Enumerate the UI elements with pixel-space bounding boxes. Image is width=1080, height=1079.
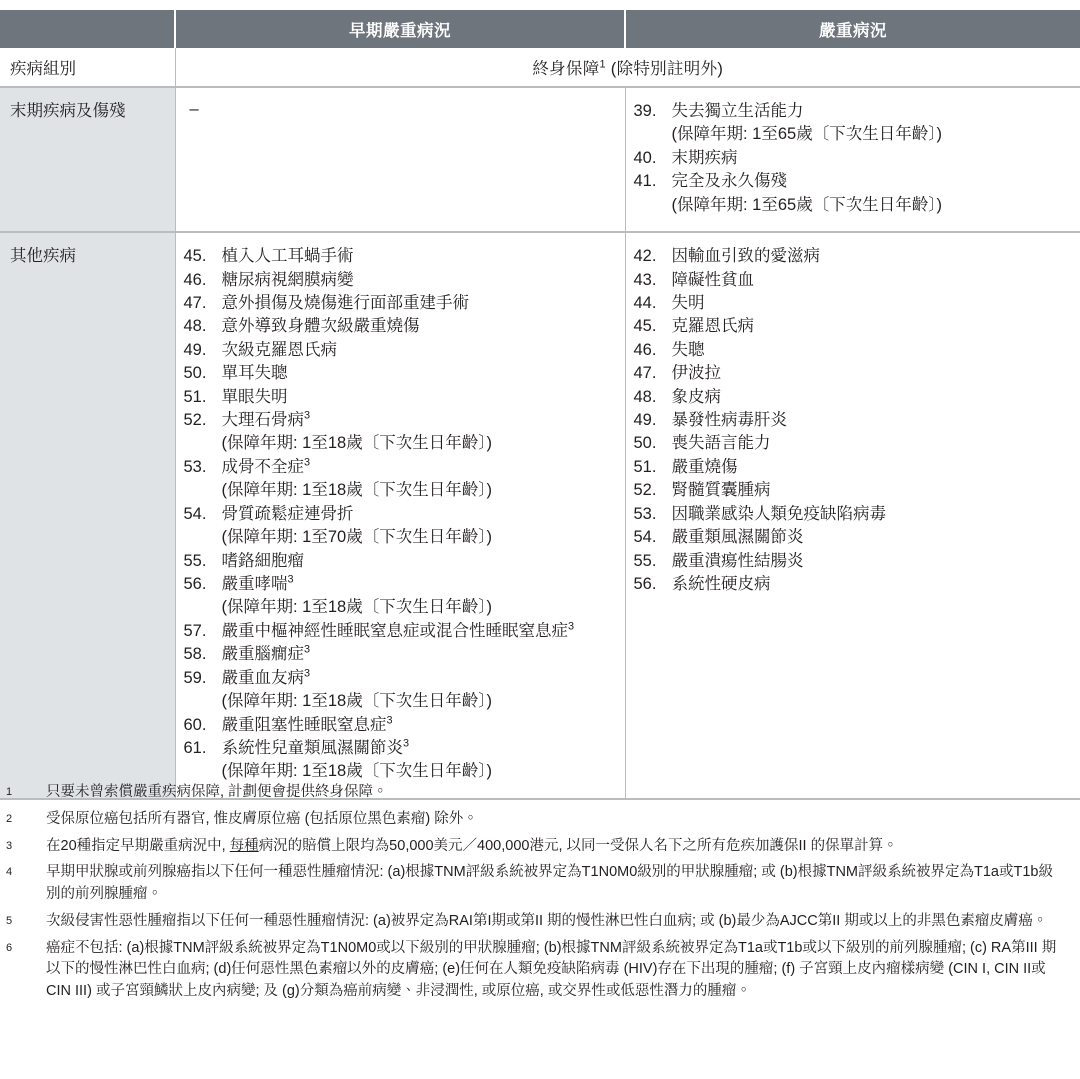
condition-body xyxy=(672,100,1073,147)
condition-number: 48. xyxy=(633,387,657,406)
row-head-other-illness: 其他疾病 xyxy=(0,232,175,799)
condition-title: 單眼失明 xyxy=(221,387,288,406)
condition-title: 嚴重腦癇症 xyxy=(221,645,304,664)
condition-number: 57. xyxy=(183,621,207,640)
condition-title: 糖尿病視網膜病變 xyxy=(221,270,354,289)
condition-number: 61. xyxy=(183,738,207,757)
condition-item xyxy=(184,339,617,362)
condition-title: 嚴重潰瘍性結腸炎 xyxy=(671,551,804,570)
condition-title: 喪失語言能力 xyxy=(671,434,771,453)
condition-body xyxy=(222,503,617,550)
condition-body xyxy=(672,479,1073,502)
condition-footnote-marker: 3 xyxy=(386,714,393,727)
condition-title: 嚴重阻塞性睡眠窒息症 xyxy=(221,715,387,734)
condition-body xyxy=(672,526,1073,549)
condition-body xyxy=(672,292,1073,315)
condition-item xyxy=(184,456,617,503)
footnote-marker: 6 xyxy=(6,941,13,954)
condition-title: 嗜鉻細胞瘤 xyxy=(221,551,304,570)
footnote-row xyxy=(0,809,1080,831)
footnote-text: 受保原位癌包括所有器官, 惟皮膚原位癌 (包括原位黑色素瘤) 除外。 xyxy=(46,810,478,827)
condition-footnote-marker: 3 xyxy=(287,573,294,586)
condition-list-severe-other xyxy=(634,245,1073,596)
condition-number: 54. xyxy=(633,528,657,547)
condition-number: 46. xyxy=(183,270,207,289)
condition-number: 60. xyxy=(183,715,207,734)
condition-item xyxy=(634,432,1073,455)
condition-number: 52. xyxy=(633,481,657,500)
condition-title: 植入人工耳蝸手術 xyxy=(221,247,354,266)
condition-item xyxy=(184,714,617,737)
condition-coverage-period: (保障年期: 1至70歲〔下次生日年齡〕) xyxy=(221,528,492,547)
disease-group-label: 疾病組別 xyxy=(0,48,175,87)
row-head-terminal-illness: 末期疾病及傷殘 xyxy=(0,87,175,232)
condition-item xyxy=(634,315,1073,338)
condition-body xyxy=(222,737,617,784)
condition-footnote-marker: 3 xyxy=(568,620,575,633)
condition-item xyxy=(184,737,617,784)
condition-list-early-other xyxy=(184,245,617,784)
condition-coverage-period: (保障年期: 1至65歲〔下次生日年齡〕) xyxy=(671,125,942,144)
condition-body xyxy=(222,620,617,643)
condition-number: 50. xyxy=(183,364,207,383)
cell-early-severe-terminal xyxy=(175,87,625,232)
condition-item xyxy=(634,170,1073,217)
cell-early-severe-other xyxy=(175,232,625,799)
condition-number: 51. xyxy=(183,387,207,406)
cell-severe-terminal xyxy=(625,87,1080,232)
condition-item xyxy=(634,362,1073,385)
condition-body xyxy=(672,315,1073,338)
condition-title: 失聰 xyxy=(671,340,705,359)
condition-body xyxy=(222,643,617,666)
footnote-text-emphasis: 每種 xyxy=(229,837,259,854)
condition-coverage-period: (保障年期: 1至18歲〔下次生日年齡〕) xyxy=(221,692,492,711)
condition-item xyxy=(634,456,1073,479)
condition-number: 49. xyxy=(633,411,657,430)
condition-item xyxy=(634,269,1073,292)
condition-title: 嚴重血友病 xyxy=(221,668,304,687)
footnote-text-pre: 在20種指定早期嚴重病況中, xyxy=(46,837,230,854)
condition-title: 象皮病 xyxy=(671,387,721,406)
condition-title: 單耳失聰 xyxy=(221,364,288,383)
condition-title: 系統性兒童類風濕關節炎 xyxy=(221,738,403,757)
condition-item xyxy=(634,526,1073,549)
table-body xyxy=(0,48,1080,799)
condition-body xyxy=(222,315,617,338)
condition-item xyxy=(184,245,617,268)
condition-title: 伊波拉 xyxy=(671,364,721,383)
condition-list-severe-terminal xyxy=(634,100,1073,217)
condition-body xyxy=(222,386,617,409)
condition-coverage-period: (保障年期: 1至18歲〔下次生日年齡〕) xyxy=(221,434,492,453)
condition-number: 56. xyxy=(633,575,657,594)
condition-number: 54. xyxy=(183,504,207,523)
condition-footnote-marker: 3 xyxy=(403,737,410,750)
condition-number: 44. xyxy=(633,293,657,312)
condition-body xyxy=(222,456,617,503)
condition-item xyxy=(634,550,1073,573)
footnote-row xyxy=(0,782,1080,804)
condition-item xyxy=(184,573,617,620)
header-cell-blank xyxy=(0,10,175,48)
condition-title: 因職業感染人類免疫缺陷病毒 xyxy=(671,504,886,523)
condition-number: 43. xyxy=(633,270,657,289)
condition-item xyxy=(634,147,1073,170)
condition-number: 40. xyxy=(633,148,657,167)
footnote-row xyxy=(0,911,1080,933)
condition-body xyxy=(672,269,1073,292)
condition-number: 52. xyxy=(183,411,207,430)
cell-severe-other xyxy=(625,232,1080,799)
condition-number: 55. xyxy=(183,551,207,570)
table-header-row xyxy=(0,10,1080,48)
condition-title: 意外導致身體次級嚴重燒傷 xyxy=(221,317,420,336)
condition-title: 骨質疏鬆症連骨折 xyxy=(221,504,354,523)
condition-item xyxy=(634,386,1073,409)
condition-title: 次級克羅恩氏病 xyxy=(221,340,337,359)
condition-title: 意外損傷及燒傷進行面部重建手術 xyxy=(221,293,469,312)
condition-body xyxy=(222,550,617,573)
condition-item xyxy=(184,503,617,550)
condition-body xyxy=(672,503,1073,526)
condition-title: 腎髓質囊腫病 xyxy=(671,481,771,500)
condition-coverage-period: (保障年期: 1至18歲〔下次生日年齡〕) xyxy=(221,762,492,781)
footnote-marker: 2 xyxy=(6,812,13,825)
condition-number: 50. xyxy=(633,434,657,453)
condition-number: 48. xyxy=(183,317,207,336)
condition-body xyxy=(672,573,1073,596)
condition-title: 失明 xyxy=(671,293,705,312)
condition-number: 45. xyxy=(183,247,207,266)
condition-item xyxy=(634,409,1073,432)
condition-title: 完全及永久傷殘 xyxy=(671,172,787,191)
condition-body xyxy=(222,409,617,456)
condition-body xyxy=(222,292,617,315)
condition-footnote-marker: 3 xyxy=(304,409,311,422)
condition-body xyxy=(672,386,1073,409)
footnote-marker: 3 xyxy=(6,839,13,852)
footnote-row xyxy=(0,836,1080,858)
table-row xyxy=(0,232,1080,799)
condition-title: 克羅恩氏病 xyxy=(671,317,754,336)
condition-body xyxy=(222,245,617,268)
condition-body xyxy=(222,362,617,385)
header-cell-severe: 嚴重病況 xyxy=(625,10,1080,48)
condition-title: 末期疾病 xyxy=(671,148,738,167)
condition-footnote-marker: 3 xyxy=(304,643,311,656)
condition-coverage-period: (保障年期: 1至65歲〔下次生日年齡〕) xyxy=(671,195,942,214)
condition-number: 55. xyxy=(633,551,657,570)
condition-body xyxy=(222,573,617,620)
condition-body xyxy=(672,456,1073,479)
condition-number: 59. xyxy=(183,668,207,687)
condition-item xyxy=(184,292,617,315)
condition-item xyxy=(634,245,1073,268)
table-header xyxy=(0,10,1080,48)
condition-item xyxy=(634,100,1073,147)
condition-title: 因輸血引致的愛滋病 xyxy=(671,247,820,266)
condition-number: 41. xyxy=(633,172,657,191)
condition-body xyxy=(672,245,1073,268)
condition-item xyxy=(184,409,617,456)
condition-body xyxy=(672,550,1073,573)
condition-body xyxy=(672,432,1073,455)
condition-item xyxy=(184,386,617,409)
condition-body xyxy=(672,409,1073,432)
footnote-text: 早期甲狀腺或前列腺癌指以下任何一種惡性腫瘤情況: (a)根據TNM評級系統被界定為T1N0M0級別的甲狀腺腫瘤; 或 (b)根據TNM評級系統被界定為T1a或T1b級別的前列腺腫瘤。 xyxy=(46,864,1053,902)
condition-body xyxy=(672,362,1073,385)
disease-group-label-row xyxy=(0,48,1080,87)
footnote-text: 癌症不包括: (a)根據TNM評級系統被界定為T1N0M0或以下級別的甲狀腺腫瘤; (b)根據TNM評級系統被界定為T1a或T1b或以下級別的前列腺腫瘤; (c) RA第III 期以下的慢性淋巴性白血病; (d)任何惡性黑色素瘤以外的皮膚癌; (e)任何在人類免疫缺陷病毒 (HIV)存在下出現的腫瘤; (f) 子宮頸上皮內瘤樣病變 (CIN I, CIN II或CIN III) 或子宮頸鱗狀上皮內病變; 及 (g)分類為癌前病變、非浸潤性, 或原位癌, 或交界性或低惡性潛力的腫瘤。 xyxy=(46,939,1057,999)
condition-item xyxy=(184,643,617,666)
lifetime-coverage-text: 終身保障 xyxy=(532,60,600,78)
lifetime-coverage-footnote-marker: 1 xyxy=(599,58,606,71)
condition-number: 46. xyxy=(633,340,657,359)
condition-title: 嚴重哮喘 xyxy=(221,575,288,594)
footnote-marker: 5 xyxy=(6,914,13,927)
header-cell-early-severe: 早期嚴重病況 xyxy=(175,10,625,48)
empty-dash: – xyxy=(189,100,199,118)
footnote-text: 只要未曾索償嚴重疾病保障, 計劃便會提供終身保障。 xyxy=(46,784,388,800)
condition-title: 嚴重中樞神經性睡眠窒息症或混合性睡眠窒息症 xyxy=(221,621,568,640)
table-row xyxy=(0,87,1080,232)
condition-item xyxy=(634,292,1073,315)
condition-body xyxy=(222,667,617,714)
footnote-row xyxy=(0,938,1080,1003)
condition-footnote-marker: 3 xyxy=(304,456,311,469)
footnote-text: 次級侵害性惡性腫瘤指以下任何一種惡性腫瘤情況: (a)被界定為RAI第I期或第II 期的慢性淋巴性白血病; 或 (b)最少為AJCC第II 期或以上的非黑色素瘤皮膚癌。 xyxy=(46,912,1048,929)
condition-body xyxy=(672,147,1073,170)
condition-item xyxy=(634,479,1073,502)
condition-number: 49. xyxy=(183,340,207,359)
footnote-marker: 1 xyxy=(6,786,13,798)
condition-body xyxy=(222,269,617,292)
condition-number: 56. xyxy=(183,575,207,594)
condition-footnote-marker: 3 xyxy=(304,667,311,680)
condition-number: 47. xyxy=(183,293,207,312)
condition-item xyxy=(634,573,1073,596)
condition-number: 53. xyxy=(183,457,207,476)
footnote-marker: 4 xyxy=(6,866,13,879)
condition-title: 嚴重燒傷 xyxy=(671,457,738,476)
condition-number: 58. xyxy=(183,645,207,664)
lifetime-coverage-note xyxy=(175,48,1080,87)
footnote-row xyxy=(0,862,1080,906)
condition-item xyxy=(184,269,617,292)
condition-title: 暴發性病毒肝炎 xyxy=(671,411,787,430)
condition-title: 成骨不全症 xyxy=(221,457,304,476)
condition-number: 42. xyxy=(633,247,657,266)
condition-body xyxy=(222,714,617,737)
condition-number: 45. xyxy=(633,317,657,336)
condition-item xyxy=(634,339,1073,362)
condition-item xyxy=(184,667,617,714)
condition-item xyxy=(184,362,617,385)
condition-number: 39. xyxy=(633,102,657,120)
critical-illness-benefit-table xyxy=(0,10,1080,800)
lifetime-coverage-exception: (除特別註明外) xyxy=(605,60,724,78)
condition-item xyxy=(184,620,617,643)
footnote-text xyxy=(46,836,1080,858)
condition-body xyxy=(672,170,1073,217)
condition-coverage-period: (保障年期: 1至18歲〔下次生日年齡〕) xyxy=(221,481,492,500)
condition-body xyxy=(222,339,617,362)
condition-number: 47. xyxy=(633,364,657,383)
footnote-text-post: 病況的賠償上限均為50,000美元／400,000港元, 以同一受保人名下之所有危疾加護保II 的保單計算。 xyxy=(258,837,898,854)
condition-title: 失去獨立生活能力 xyxy=(671,102,804,120)
condition-title: 系統性硬皮病 xyxy=(671,575,771,594)
condition-item xyxy=(634,503,1073,526)
condition-coverage-period: (保障年期: 1至18歲〔下次生日年齡〕) xyxy=(221,598,492,617)
condition-number: 51. xyxy=(633,457,657,476)
condition-number: 53. xyxy=(633,504,657,523)
condition-title: 大理石骨病 xyxy=(221,411,304,430)
condition-item xyxy=(184,315,617,338)
footnotes-section xyxy=(0,782,1080,1008)
condition-title: 嚴重類風濕關節炎 xyxy=(671,528,804,547)
condition-body xyxy=(672,339,1073,362)
condition-title: 障礙性貧血 xyxy=(671,270,754,289)
condition-item xyxy=(184,550,617,573)
